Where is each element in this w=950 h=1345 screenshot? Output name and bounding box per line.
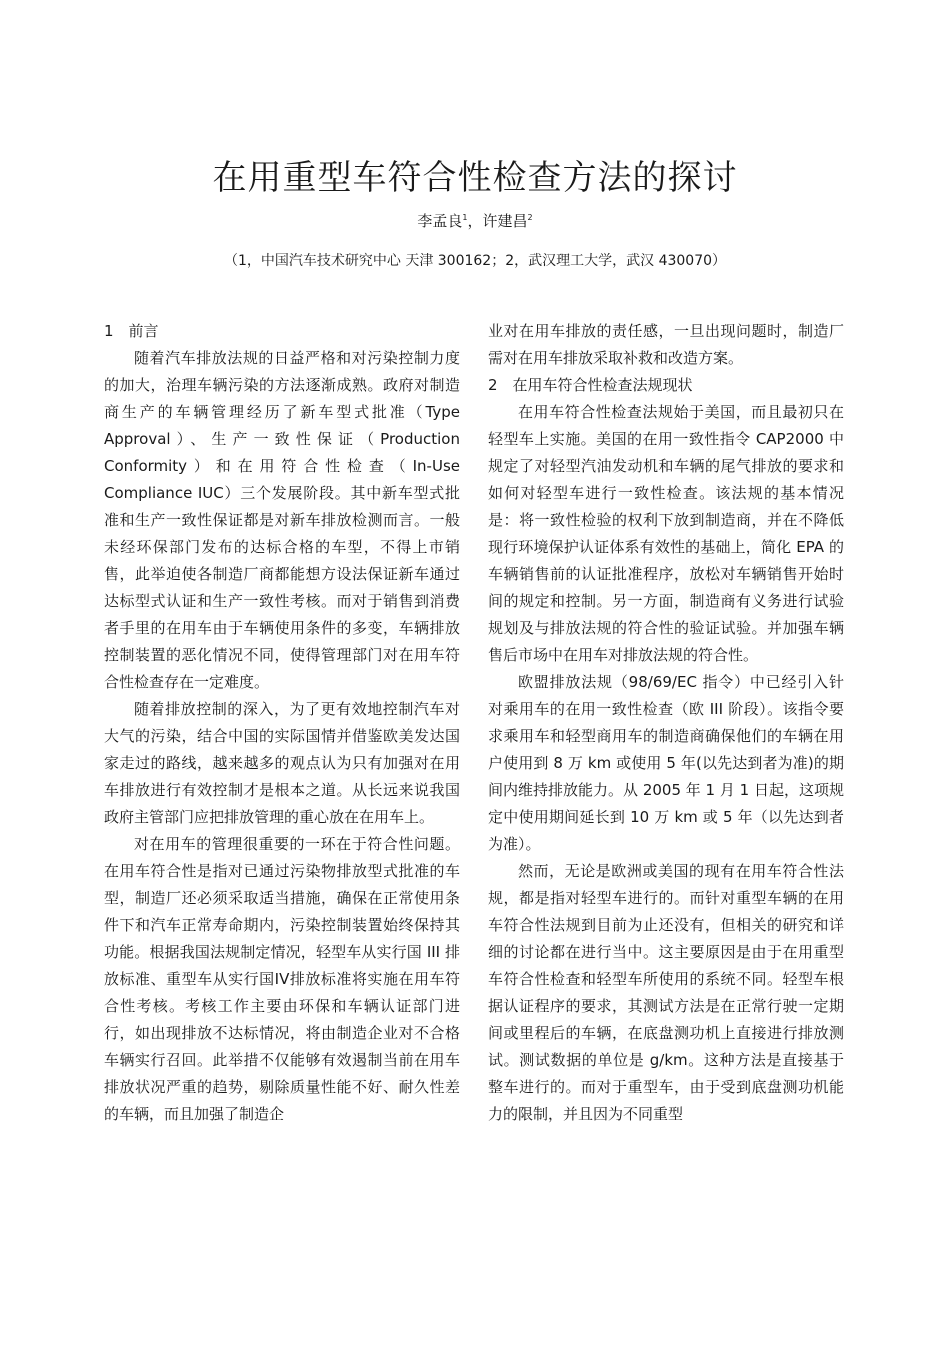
affiliation-line: （1，中国汽车技术研究中心 天津 300162；2，武汉理工大学，武汉 430070） <box>223 253 727 269</box>
paragraph: 随着排放控制的深入，为了更有效地控制汽车对大气的污染，结合中国的实际国情并借鉴欧美发达国家走过的路线，越来越多的观点认为只有加强对在用车排放进行有效控制才是根本之道。从长远来说我国政府主管部门应把排放管理的重心放在在用车上。 <box>104 700 460 826</box>
section-heading: 2 在用车符合性检查法规现状 <box>488 376 693 394</box>
left-column <box>104 318 460 1128</box>
paragraph: 对在用车的管理很重要的一环在于符合性问题。在用车符合性是指对已通过污染物排放型式批准的车型，制造厂还必须采取适当措施，确保在正常使用条件下和汽车正常寿命期内，污染控制装置始终保持其功能。根据我国法规制定情况，轻型车从实行国 III 排放标准、重型车从实行国IV排放标准将实施在用车符合性考核。考核工作主要由环保和车辆认证部门进行，如出现排放不达标情况，将由制造企业对不合格车辆实行召回。此举措不仅能够有效遏制当前在用车排放状况严重的趋势，剔除质量性能不好、耐久性差的车辆，而且加强了制造企 <box>104 835 460 1123</box>
author-affil-marker: 2 <box>527 213 533 222</box>
paragraph: 在用车符合性检查法规始于美国，而且最初只在轻型车上实施。美国的在用一致性指令 CAP2000 中规定了对轻型汽油发动机和车辆的尾气排放的要求和如何对轻型车进行一致性检查。该法规的基本情况是：将一致性检验的权利下放到制造商，并在不降低现行环境保护认证体系有效性的基础上，简化 EPA 的车辆销售前的认证批准程序，放松对车辆销售开始时间的规定和控制。另一方面，制造商有义务进行试验规划及与排放法规的符合性的验证试验。并加强车辆售后市场中在用车对排放法规的符合性。 <box>488 403 844 664</box>
author-name: 李孟良 <box>417 212 463 230</box>
author-name: 许建昌 <box>482 212 528 230</box>
paper-title: 在用重型车符合性检查方法的探讨 <box>212 158 738 198</box>
paragraph-continued: 业对在用车排放的责任感，一旦出现问题时，制造厂需对在用车排放采取补救和改造方案。 <box>488 322 844 367</box>
author-separator: ， <box>467 212 483 230</box>
paragraph: 随着汽车排放法规的日益严格和对污染控制力度的加大，治理车辆污染的方法逐渐成熟。政府对制造商生产的车辆管理经历了新车型式批准（Type Approval）、生产一致性保证（Production Conformity）和在用符合性检查（In-Use Compliance IUC）三个发展阶段。其中新车型式批准和生产一致性保证都是对新车排放检测而言。一般未经环保部门发布的达标合格的车型，不得上市销售，此举迫使各制造厂商都能想方设法保证新车通过达标型式认证和生产一致性考核。而对于销售到消费者手里的在用车由于车辆使用条件的多变，车辆排放控制装置的恶化情况不同，使得管理部门对在用车符合性检查存在一定难度。 <box>104 349 460 691</box>
section-heading: 1 前言 <box>104 322 159 340</box>
paragraph: 欧盟排放法规（98/69/EC 指令）中已经引入针对乘用车的在用一致性检查（欧 III 阶段）。该指令要求乘用车和轻型商用车的制造商确保他们的车辆在用户使用到 8 万 km 或使用 5 年(以先达到者为准)的期间内维持排放能力。从 2005 年 1 月 1 日起，这项规定中使用期间延长到 10 万 km 或 5 年（以先达到者为准）。 <box>488 673 844 853</box>
author-line <box>0 210 950 231</box>
right-column <box>488 318 844 1128</box>
author-affil-marker: 1 <box>462 213 468 222</box>
paragraph: 然而，无论是欧洲或美国的现有在用车符合性法规，都是指对轻型车进行的。而针对重型车辆的在用车符合性法规到目前为止还没有，但相关的研究和详细的讨论都在进行当中。这主要原因是由于在用重型车符合性检查和轻型车所使用的系统不同。轻型车根据认证程序的要求，其测试方法是在正常行驶一定期间或里程后的车辆，在底盘测功机上直接进行排放测试。测试数据的单位是 g/km。这种方法是直接基于整车进行的。而对于重型车，由于受到底盘测功机能力的限制，并且因为不同重型 <box>488 862 844 1123</box>
